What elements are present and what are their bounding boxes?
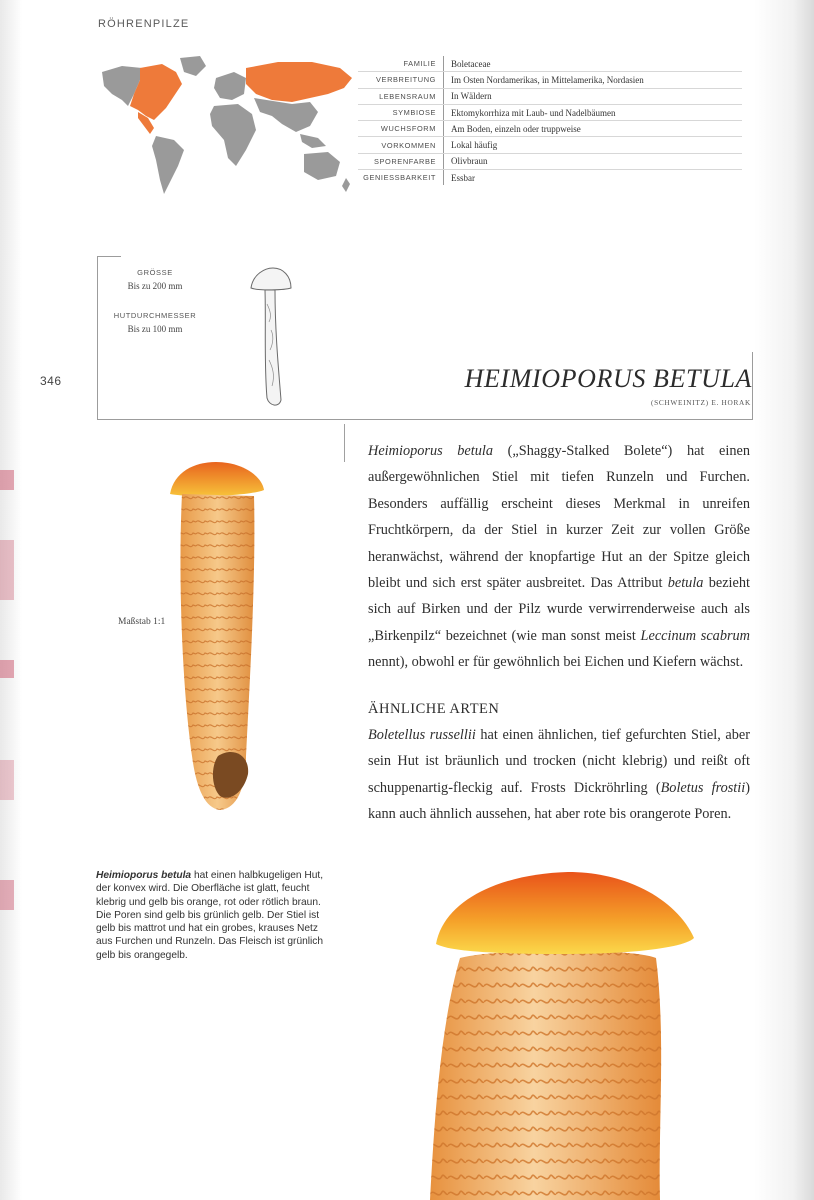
- map-africa: [210, 104, 256, 166]
- species-author: (SCHWEINITZ) E. HORAK: [650, 398, 751, 407]
- fact-table: [358, 56, 742, 185]
- map-greenland: [180, 56, 206, 76]
- height-label: GRÖSSE: [137, 268, 173, 277]
- species-name-italic: Heimioporus betula: [368, 443, 494, 459]
- section-header: RÖHRENPILZE: [98, 18, 190, 30]
- fact-row-vorkommen: [358, 137, 742, 153]
- frame-line: [97, 256, 121, 257]
- species-title: HEIMIOPORUS BETULA: [464, 364, 752, 393]
- fact-value: Olivbraun: [451, 156, 488, 167]
- fact-label: GENIESSBARKEIT: [358, 170, 444, 185]
- map-north-asia: [246, 62, 352, 102]
- height-value: Bis zu 200 mm: [127, 281, 183, 291]
- edge-color-strip: [0, 470, 14, 490]
- caption-species-name: Heimioporus betula: [96, 870, 192, 881]
- edge-color-strip: [0, 760, 14, 800]
- text-run: hat einen ähnlichen, tief gefurchten Stiel, aber sein Hut ist bräunlich und trocken (nicht klebrig) und reißt oft schuppenartig-fleckig auf. Frosts Dickröhrling (: [368, 727, 750, 796]
- fact-value: Ektomykorrhiza mit Laub- und Nadelbäumen: [451, 107, 616, 118]
- fact-row-verbreitung: [358, 72, 742, 88]
- fact-value: Im Osten Nordamerikas, in Mittelamerika, Nordasien: [451, 74, 644, 85]
- fact-label: SYMBIOSE: [358, 105, 444, 120]
- edge-color-strip: [0, 540, 14, 600]
- epithet-italic: betula: [667, 575, 704, 592]
- edge-color-strip: [0, 660, 14, 678]
- book-gutter-shadow: [754, 0, 814, 1200]
- fact-row-lebensraum: [358, 89, 742, 105]
- fact-value: Essbar: [451, 172, 475, 183]
- fact-label: VORKOMMEN: [358, 137, 444, 152]
- map-europe: [214, 72, 246, 100]
- caption-text: hat einen halbkugeligen Hut, der konvex wird. Die Oberfläche ist glatt, feucht klebrig und gelb bis orange, rot oder rötlich braun. Die Poren sind gelb bis grünlich gelb. Der Stiel ist gelb bis mattrot und hat ein grobes, krauses Netz aus Furchen und Runzeln. Das Fleisch ist grünlich gelb bis orangegelb.: [96, 870, 324, 961]
- fact-value: In Wäldern: [451, 91, 492, 102]
- fact-row-geniessbarkeit: [358, 170, 742, 185]
- description-paragraph: [368, 438, 750, 676]
- edge-color-strip: [0, 880, 14, 910]
- text-run: („Shaggy-Stalked Bolete“) hat einen außergewöhnlichen Stiel mit tiefen Runzeln und Furchen. Besonders auffällig erscheint dieses Merkmal in unreifen Fruchtkörpern, da der Stiel in kurzer Zeit zur vollen Größe heranwächst, während der knopfartige Hut an der Spitze gleich bleibt und sich erst später ausbreitet. Das Attribut: [368, 443, 750, 592]
- mushroom-sketch: [245, 264, 295, 414]
- mushroom-detail-photo: [430, 866, 700, 1200]
- fact-label: SPORENFARBE: [358, 154, 444, 169]
- text-run: bezieht sich auf Birken und der Pilz wurde verwirrenderweise auch als „Birkenpilz“ bezeichnet (wie man sonst meist: [368, 575, 750, 644]
- similar-species-paragraph: [368, 722, 750, 828]
- map-new-zealand: [342, 178, 350, 192]
- fact-row-sporenfarbe: [358, 154, 742, 170]
- fact-label: WUCHSFORM: [358, 121, 444, 136]
- mushroom-specimen-image: [160, 456, 270, 816]
- species-name-italic: Boletellus russellii: [368, 727, 476, 744]
- image-caption: [96, 869, 326, 962]
- text-run: ) kann auch ähnlich aussehen, hat aber rote bis orangerote Poren.: [368, 779, 750, 823]
- scale-label: Maßstab 1:1: [118, 617, 166, 627]
- fact-label: LEBENSRAUM: [358, 89, 444, 104]
- fact-value: Am Boden, einzeln oder truppweise: [451, 123, 581, 134]
- fact-label: FAMILIE: [358, 56, 444, 71]
- distribution-map: [96, 54, 358, 202]
- page-number: 346: [40, 374, 62, 388]
- fact-value: Boletaceae: [451, 58, 491, 69]
- text-run: nennt), obwohl er für gewöhnlich bei Eichen und Kiefern wächst.: [368, 654, 744, 671]
- frame-line: [752, 352, 753, 420]
- fact-row-wuchsform: [358, 121, 742, 137]
- map-australia: [304, 152, 340, 180]
- fact-row-symbiose: [358, 105, 742, 121]
- species-name-italic: Boletus frostii: [660, 779, 746, 796]
- map-south-america: [152, 136, 184, 194]
- page-edge-stack: [0, 0, 22, 1200]
- similar-species-heading: ÄHNLICHE ARTEN: [368, 700, 500, 717]
- species-name-italic: Leccinum scabrum: [640, 627, 750, 644]
- size-info-box: [97, 256, 753, 420]
- map-south-asia: [254, 98, 318, 132]
- cap-diameter-label: HUTDURCHMESSER: [113, 311, 197, 320]
- fact-value: Lokal häufig: [451, 140, 498, 151]
- cap-diameter-value: Bis zu 100 mm: [127, 324, 183, 334]
- map-southeast-asia: [300, 134, 326, 148]
- fact-row-familie: [358, 56, 742, 72]
- fact-label: VERBREITUNG: [358, 72, 444, 87]
- description-text: [368, 438, 750, 828]
- divider-line: [344, 424, 345, 462]
- frame-line: [97, 419, 753, 420]
